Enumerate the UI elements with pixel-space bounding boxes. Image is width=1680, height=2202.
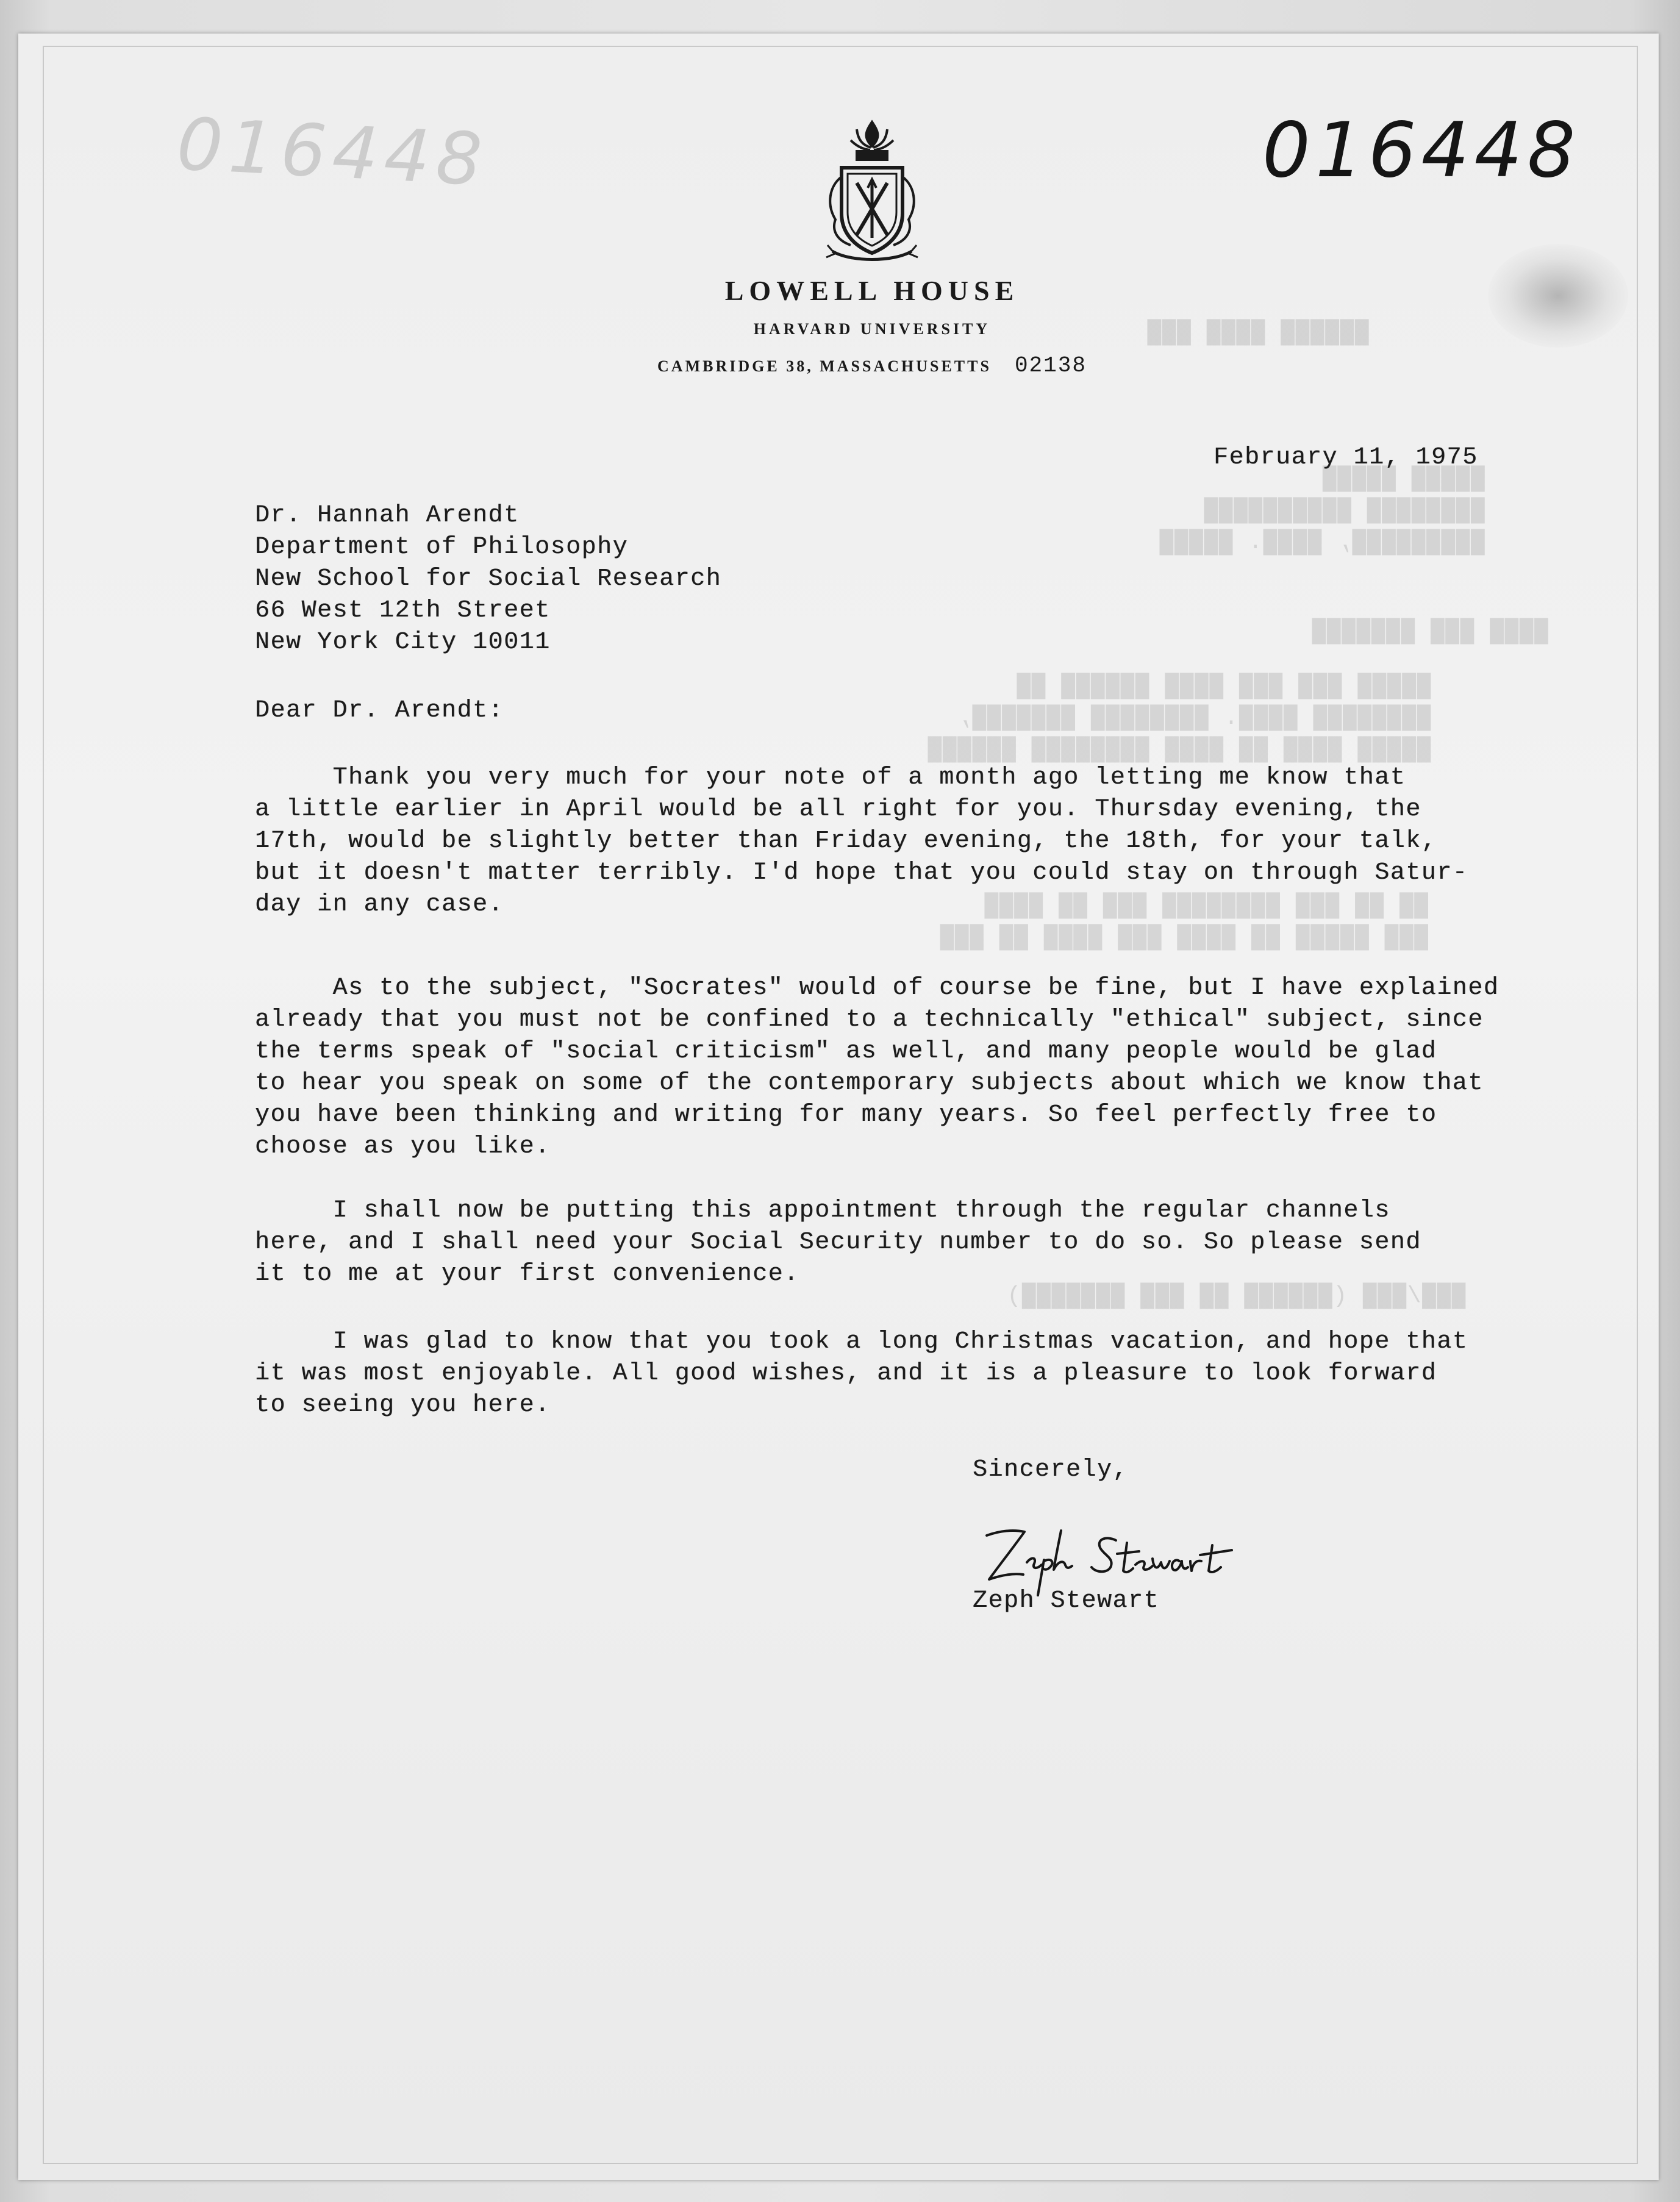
letter-date: February 11, 1975 (1214, 444, 1478, 471)
letterhead-university: HARVARD UNIVERSITY (753, 320, 991, 338)
body-line: it to me at your first convenience. (255, 1260, 799, 1288)
bleed-through-text: █████ █████ ████████ ██████████ █████████, ████. █████ (1159, 466, 1485, 556)
body-line: but it doesn't matter terribly. I'd hope that you could stay on through Satur- (255, 859, 1468, 887)
body-line: here, and I shall need your Social Security number to do so. So please send (255, 1229, 1421, 1256)
lowell-house-crest-icon (814, 116, 930, 268)
body-paragraph-3 (255, 1195, 1421, 1290)
body-line: I was glad to know that you took a long Christmas vacation, and hope that (255, 1328, 1468, 1356)
address-line: Department of Philosophy (255, 534, 629, 561)
body-line: Thank you very much for your note of a month ago letting me know that (255, 764, 1406, 792)
body-line: it was most enjoyable. All good wishes, and it is a pleasure to look forward (255, 1360, 1437, 1387)
ink-smudge (1488, 244, 1628, 348)
letterhead-title: LOWELL HOUSE (724, 275, 1020, 306)
body-line: day in any case. (255, 891, 504, 918)
salutation: Dear Dr. Arendt: (255, 697, 504, 724)
address-line: New School for Social Research (255, 565, 722, 593)
letterhead-address (585, 353, 1159, 378)
body-line: As to the subject, "Socrates" would of course be fine, but I have explained (255, 974, 1499, 1002)
body-line: to hear you speak on some of the contemporary subjects about which we know that (255, 1070, 1484, 1097)
handwritten-signature (976, 1506, 1244, 1598)
body-paragraph-1 (255, 762, 1468, 921)
body-line: 17th, would be slightly better than Friday evening, the 18th, for your talk, (255, 828, 1437, 855)
bleed-through-text: ████ ███ ███████ (1311, 618, 1548, 645)
body-line: to seeing you here. (255, 1392, 551, 1419)
bleed-through-text: █████ ███ ███ ████ ██████ ██ ████████ ████. ████████ ███████, █████ ████ ██ ████ ████████ ██████ (927, 673, 1431, 763)
letterhead-city: CAMBRIDGE 38, MASSACHUSETTS (657, 357, 992, 375)
signer-name: Zeph Stewart (973, 1587, 1160, 1615)
address-line: Dr. Hannah Arendt (255, 502, 520, 529)
bleed-through-text: ██████ ████ ███ (1146, 320, 1369, 346)
body-paragraph-2 (255, 973, 1499, 1163)
body-paragraph-4 (255, 1326, 1468, 1421)
body-line: the terms speak of "social criticism" as well, and many people would be glad (255, 1038, 1437, 1065)
archive-number: 016448 (1262, 107, 1581, 195)
archive-number-faint: 016448 (174, 101, 490, 202)
body-line: I shall now be putting this appointment through the regular channels (255, 1197, 1390, 1224)
body-line: already that you must not be confined to a technically "ethical" subject, since (255, 1006, 1484, 1034)
body-line: a little earlier in April would be all right for you. Thursday evening, the (255, 796, 1421, 823)
closing: Sincerely, (973, 1456, 1129, 1484)
bleed-through-text: ██ ██ ███ ████████ ███ ██ ████ ███ █████ ██ ████ ███ ████ ██ ███ (939, 893, 1429, 951)
recipient-address (255, 500, 721, 659)
letterhead (585, 116, 1159, 378)
body-line: you have been thinking and writing for many years. So feel perfectly free to (255, 1101, 1437, 1129)
address-line: 66 West 12th Street (255, 597, 551, 624)
body-line: choose as you like. (255, 1133, 551, 1160)
bleed-through-text: ███/███ (██████ ██ ███ ███████) (1006, 1283, 1466, 1309)
address-line: New York City 10011 (255, 629, 551, 656)
letterhead-zip: 02138 (1014, 353, 1087, 378)
